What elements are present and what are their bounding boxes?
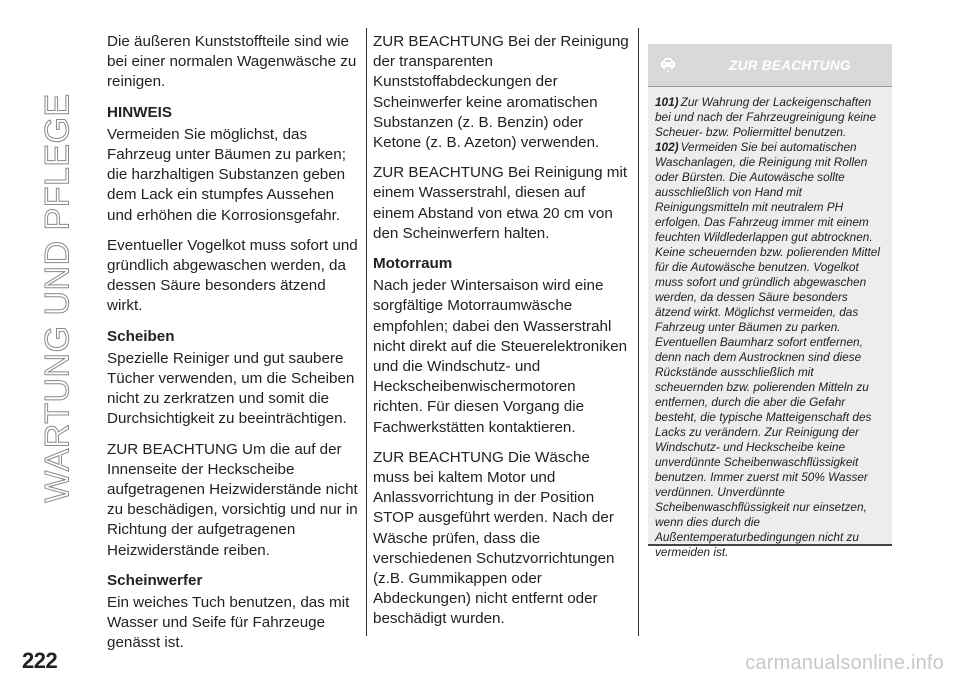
paragraph: Eventueller Vogelkot muss sofort und gründlich abgewaschen werden, da dessen Säure besonders ätzend wirkt.: [107, 236, 358, 315]
paragraph: Nach jeder Wintersaison wird eine sorgfältige Motorraumwäsche empfohlen; dabei den Wasserstrahl nicht direkt auf die Steuerelektroniken und die Windschutz- und Heckscheibenwischermotoren richten. Für diesen Vorgang die Fachwerkstätten kontaktieren.: [373, 277, 628, 436]
paragraph: ZUR BEACHTUNG Um die auf der Innenseite der Heckscheibe aufgetragenen Heizwiderstände nicht zu beschädigen, vorsichtig und nur in Richtung der aufgetragenen Heizwiderstände reiben.: [107, 440, 358, 559]
note-number: 102): [655, 140, 679, 154]
note-item: [655, 95, 884, 140]
note-text: Vermeiden Sie bei automatischen Waschanlagen, die Reinigung mit Rollen oder Bürsten. Die Autowäsche sollte ausschließlich von Hand mit Reinigungsmitteln mit neutralem PH erfolgen. Das Fahrzeug immer mit einem feuchten Wildlederlappen gut abtrocknen. Keine scheuernden bzw. polierenden Mittel für die Autowäsche benutzen. Vogelkot muss sofort und gründlich abgewaschen werden, da dessen Säure besonders ätzend wirkt. Möglichst vermeiden, das Fahrzeug unter Bäumen zu parken. Eventuellen Baumharz sofort entfernen, denn nach dem Austrocknen sind diese Rückstände ausschließlich mit scheuernden bzw. polierenden Mitteln zu entfernen, durch die aber die Gefahr besteht, die typische Matteigenschaft des Lacks zu verändern. Zur Reinigung der Windschutz- und Heckscheibe keine unverdünnte Scheibenwaschflüssigkeit benutzen. Immer zuerst mit 50% Wasser verdünnen. Unverdünnte Scheibenwaschflüssigkeit nur einsetzen, wenn dies durch die Außentemperaturbedingungen nicht zu vermeiden ist.: [655, 140, 880, 559]
heading-scheinwerfer: Scheinwerfer: [107, 571, 203, 589]
warning-note-header: [648, 44, 892, 87]
paragraph: Die äußeren Kunststoffteile sind wie bei einer normalen Wagenwäsche zu reinigen.: [107, 33, 357, 91]
text-column-left: [107, 32, 359, 664]
paragraph: ZUR BEACHTUNG Bei Reinigung mit einem Wasserstrahl, diesen auf einem Abstand von etwa 20 cm von den Scheinwerfern halten.: [373, 164, 628, 242]
heading-motorraum: Motorraum: [373, 255, 453, 273]
paragraph: Ein weiches Tuch benutzen, das mit Wasser und Seife für Fahrzeuge genässt ist.: [107, 594, 350, 652]
warning-note-body: [648, 87, 892, 560]
paragraph: ZUR BEACHTUNG Bei der Reinigung der transparenten Kunststoffabdeckungen der Scheinwerfer keine aromatischen Substanzen (z. B. Benzin) oder Ketone (z. B. Azeton) verwenden.: [373, 33, 629, 152]
warning-note-box: [648, 44, 892, 559]
warning-note-title: ZUR BEACHTUNG: [729, 57, 851, 73]
car-warning-icon: [648, 55, 688, 75]
paragraph: Spezielle Reiniger und gut saubere Tücher verwenden, um die Scheiben nicht zu zerkratzen und somit die Durchsichtigkeit zu beeinträchtigen.: [107, 349, 355, 428]
note-number: 101): [655, 95, 679, 109]
heading-hinweis: HINWEIS: [107, 103, 172, 121]
column-divider: [366, 28, 367, 636]
heading-scheiben: Scheiben: [107, 327, 175, 345]
paragraph: ZUR BEACHTUNG Die Wäsche muss bei kaltem Motor und Anlassvorrichtung in der Position STOP ausgeführt werden. Nach der Wäsche prüfen, dass die verschiedenen Schutzvorrichtungen (z.B. Gummikappen oder Abdeckungen) nicht entfernt oder beschädigt wurden.: [373, 448, 615, 628]
watermark: carmanualsonline.info: [745, 652, 944, 674]
column-divider: [638, 28, 639, 636]
text-column-middle: [373, 32, 629, 640]
note-text: Zur Wahrung der Lackeigenschaften bei und nach der Fahrzeugreinigung keine Scheuer- bzw. Poliermittel benutzen.: [655, 95, 877, 139]
note-item: [655, 140, 884, 560]
page-number: 222: [22, 648, 58, 673]
paragraph: Vermeiden Sie möglichst, das Fahrzeug unter Bäumen zu parken; die harzhaltigen Substanzen geben dem Lack ein stumpfes Aussehen und erhöhen die Korrosionsgefahr.: [107, 125, 346, 224]
section-title-text: WARTUNG UND PFLEGE: [38, 93, 77, 503]
